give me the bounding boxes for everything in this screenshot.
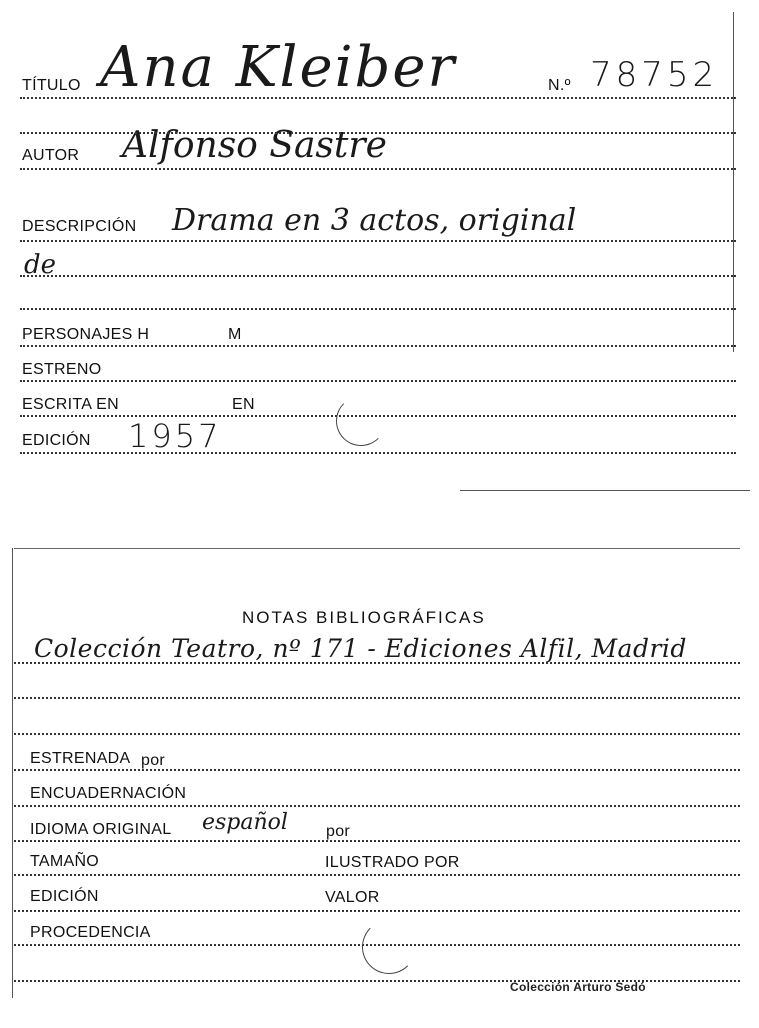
notas-heading: NOTAS BIBLIOGRÁFICAS: [242, 608, 486, 627]
titulo-value: Ana Kleiber: [100, 35, 457, 100]
edicion-rule: [20, 452, 736, 454]
card-separator: [460, 490, 750, 491]
top-card-right-edge: [733, 12, 734, 352]
bottom-card-top-edge: [14, 548, 740, 549]
bottom-card-left-edge: [12, 548, 13, 998]
tamano-rule: [14, 874, 740, 876]
autor-value: Alfonso Sastre: [122, 125, 387, 166]
descripcion-value: Drama en 3 actos, original: [172, 203, 577, 238]
numero-label: N.º: [548, 77, 571, 94]
notas-rule-1: [14, 662, 740, 664]
en-label: EN: [232, 396, 255, 413]
ilustrado-label: ILUSTRADO POR: [325, 854, 460, 871]
personajes-m-label: M: [228, 326, 242, 343]
notas-rule-2: [14, 697, 740, 699]
escrita-en-label: ESCRITA EN: [22, 396, 119, 413]
edicion-bottom-label: EDICIÓN: [30, 888, 99, 905]
descripcion-value-line2: de: [24, 250, 57, 280]
idioma-value: español: [202, 810, 288, 835]
personajes-rule: [20, 345, 736, 347]
numero-value: 78752: [590, 55, 719, 95]
autor-rule: [20, 168, 736, 170]
notas-value: Colección Teatro, nº 171 - Ediciones Alfil, Madrid: [34, 634, 687, 663]
tamano-label: TAMAÑO: [30, 853, 100, 870]
descripcion-rule: [20, 240, 736, 242]
punch-hole-bottom: [362, 920, 416, 974]
edicion-label: EDICIÓN: [22, 432, 91, 449]
descripcion-label: DESCRIPCIÓN: [22, 218, 137, 235]
notas-rule-3: [14, 733, 740, 735]
descripcion-rule-2: [20, 275, 736, 277]
estrenada-por: por: [141, 752, 166, 769]
punch-hole-top: [336, 396, 386, 446]
procedencia-label: PROCEDENCIA: [30, 924, 151, 941]
valor-label: VALOR: [325, 889, 380, 906]
estrenada-rule: [14, 769, 740, 771]
autor-label: AUTOR: [22, 147, 80, 164]
edicion-value: 1957: [128, 417, 222, 455]
footer-collection: Colección Arturo Sedó: [510, 980, 646, 994]
estrenada-label: ESTRENADA: [30, 750, 131, 767]
idioma-por: por: [326, 823, 351, 840]
rule-blank: [20, 308, 736, 310]
titulo-label: TÍTULO: [22, 77, 81, 94]
idioma-label: IDIOMA ORIGINAL: [30, 821, 172, 838]
estreno-rule: [20, 380, 736, 382]
idioma-rule: [14, 840, 740, 842]
rule-2: [20, 132, 736, 134]
titulo-rule: [20, 97, 736, 99]
personajes-label: PERSONAJES H: [22, 326, 150, 343]
encuadernacion-rule: [14, 805, 740, 807]
estreno-label: ESTRENO: [22, 361, 102, 378]
encuadernacion-label: ENCUADERNACIÓN: [30, 785, 187, 802]
edicion-bottom-rule: [14, 910, 740, 912]
